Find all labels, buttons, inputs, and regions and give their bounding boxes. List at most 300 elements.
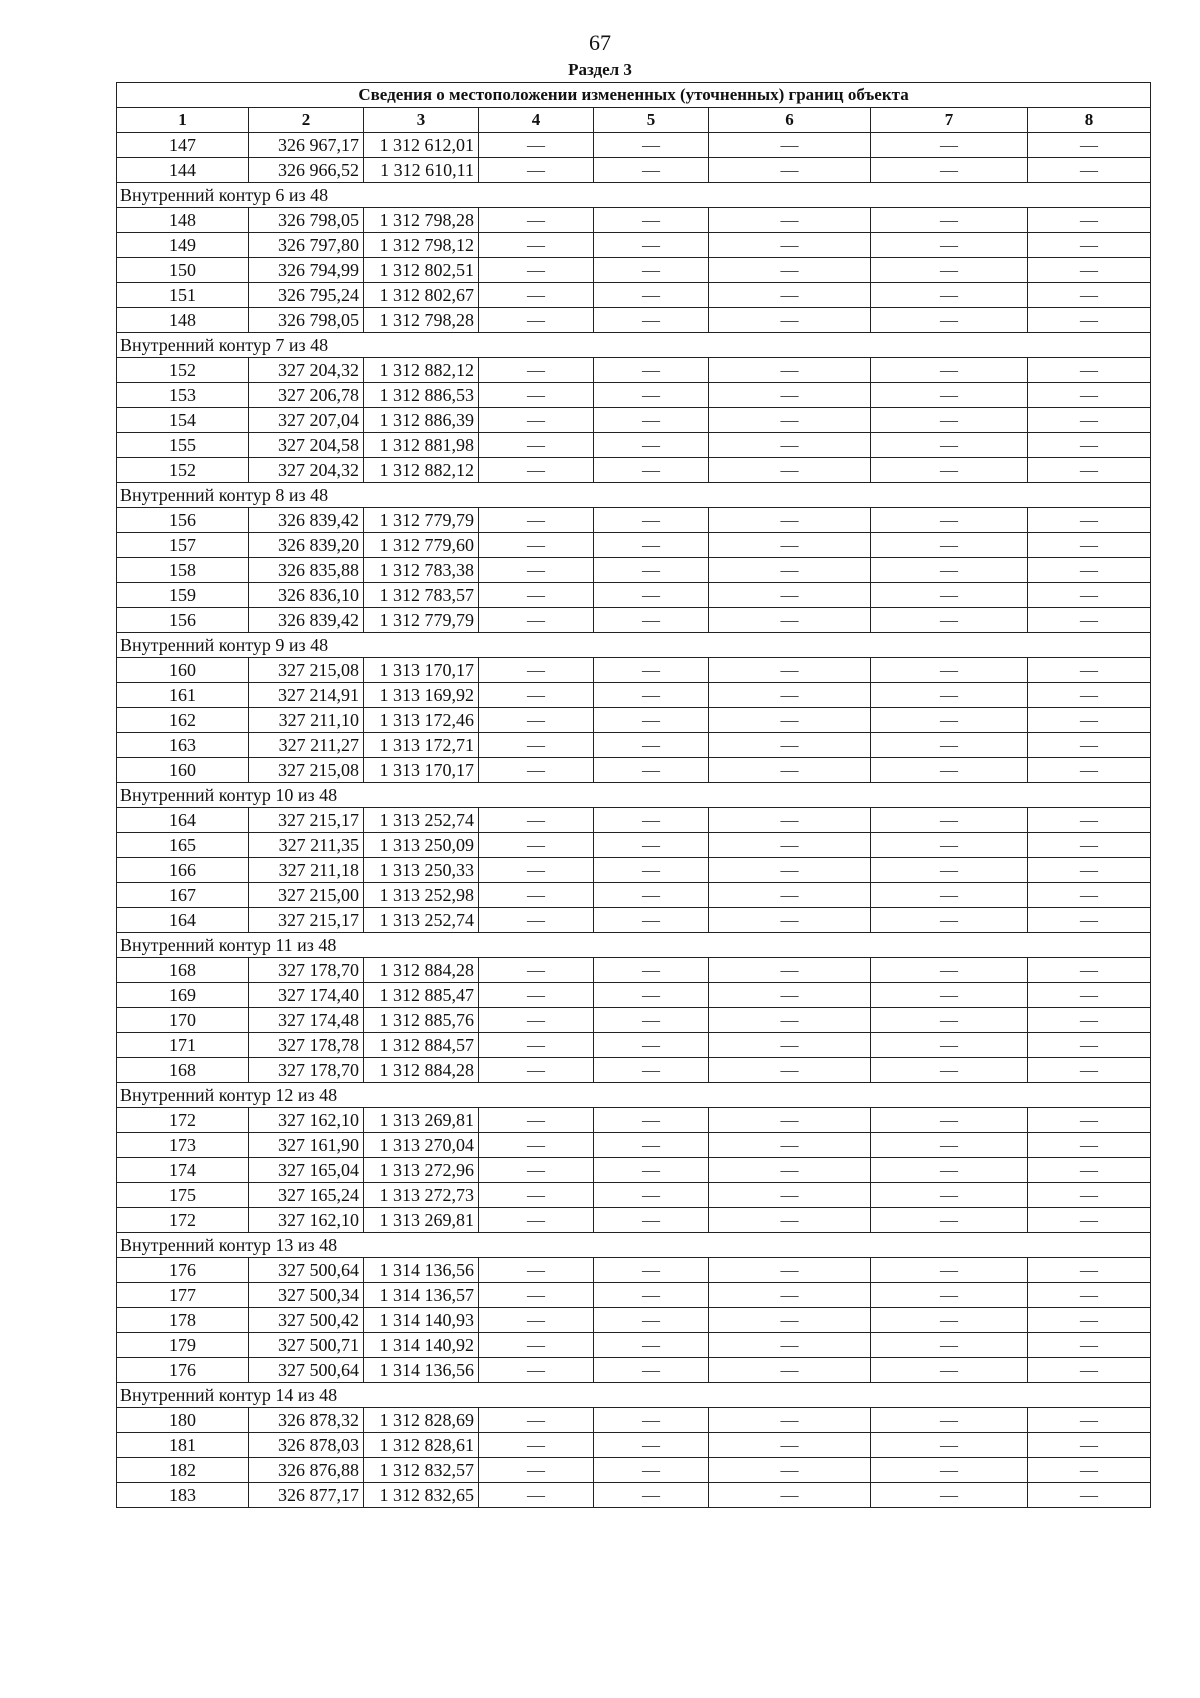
empty-value-cell-col8: —	[1028, 1033, 1151, 1058]
empty-value-cell-col4: —	[479, 1333, 594, 1358]
empty-value-cell-col4: —	[479, 533, 594, 558]
y-coordinate-cell: 1 313 272,73	[364, 1183, 479, 1208]
y-coordinate-cell: 1 312 882,12	[364, 358, 479, 383]
x-coordinate-cell: 326 839,42	[249, 608, 364, 633]
contour-label: Внутренний контур 14 из 48	[117, 1383, 1151, 1408]
x-coordinate-cell: 326 967,17	[249, 133, 364, 158]
y-coordinate-cell: 1 312 783,38	[364, 558, 479, 583]
y-coordinate-cell: 1 313 170,17	[364, 758, 479, 783]
table-row	[117, 958, 1151, 983]
table-row	[117, 1458, 1151, 1483]
empty-value-cell-col6: —	[709, 1433, 871, 1458]
empty-value-cell-col4: —	[479, 1133, 594, 1158]
empty-value-cell-col8: —	[1028, 358, 1151, 383]
empty-value-cell-col7: —	[871, 883, 1028, 908]
table-row	[117, 808, 1151, 833]
empty-value-cell-col5: —	[594, 883, 709, 908]
empty-value-cell-col5: —	[594, 1458, 709, 1483]
x-coordinate-cell: 327 161,90	[249, 1133, 364, 1158]
table-row	[117, 1333, 1151, 1358]
point-number-cell: 169	[117, 983, 249, 1008]
table-caption: Сведения о местоположении измененных (уточненных) границ объекта	[117, 83, 1151, 108]
contour-header-row	[117, 633, 1151, 658]
empty-value-cell-col8: —	[1028, 708, 1151, 733]
empty-value-cell-col7: —	[871, 858, 1028, 883]
empty-value-cell-col6: —	[709, 1358, 871, 1383]
y-coordinate-cell: 1 312 779,79	[364, 508, 479, 533]
table-row	[117, 383, 1151, 408]
empty-value-cell-col7: —	[871, 508, 1028, 533]
empty-value-cell-col8: —	[1028, 283, 1151, 308]
empty-value-cell-col7: —	[871, 1358, 1028, 1383]
point-number-cell: 162	[117, 708, 249, 733]
table-row	[117, 358, 1151, 383]
empty-value-cell-col8: —	[1028, 658, 1151, 683]
table-row	[117, 233, 1151, 258]
y-coordinate-cell: 1 312 884,57	[364, 1033, 479, 1058]
point-number-cell: 157	[117, 533, 249, 558]
x-coordinate-cell: 326 877,17	[249, 1483, 364, 1508]
empty-value-cell-col4: —	[479, 883, 594, 908]
x-coordinate-cell: 327 500,71	[249, 1333, 364, 1358]
empty-value-cell-col8: —	[1028, 133, 1151, 158]
table-row	[117, 1058, 1151, 1083]
table-row	[117, 1033, 1151, 1058]
empty-value-cell-col8: —	[1028, 1158, 1151, 1183]
point-number-cell: 160	[117, 658, 249, 683]
empty-value-cell-col5: —	[594, 1133, 709, 1158]
point-number-cell: 171	[117, 1033, 249, 1058]
empty-value-cell-col6: —	[709, 833, 871, 858]
empty-value-cell-col8: —	[1028, 233, 1151, 258]
point-number-cell: 172	[117, 1208, 249, 1233]
x-coordinate-cell: 327 174,40	[249, 983, 364, 1008]
empty-value-cell-col7: —	[871, 233, 1028, 258]
column-header-6: 6	[709, 108, 871, 133]
empty-value-cell-col8: —	[1028, 208, 1151, 233]
empty-value-cell-col5: —	[594, 1258, 709, 1283]
point-number-cell: 163	[117, 733, 249, 758]
y-coordinate-cell: 1 313 252,74	[364, 908, 479, 933]
empty-value-cell-col5: —	[594, 358, 709, 383]
empty-value-cell-col4: —	[479, 1258, 594, 1283]
empty-value-cell-col5: —	[594, 158, 709, 183]
y-coordinate-cell: 1 313 250,09	[364, 833, 479, 858]
empty-value-cell-col6: —	[709, 758, 871, 783]
empty-value-cell-col4: —	[479, 1058, 594, 1083]
contour-header-row	[117, 783, 1151, 808]
empty-value-cell-col5: —	[594, 408, 709, 433]
x-coordinate-cell: 327 204,32	[249, 358, 364, 383]
y-coordinate-cell: 1 313 172,46	[364, 708, 479, 733]
table-row	[117, 883, 1151, 908]
empty-value-cell-col8: —	[1028, 1483, 1151, 1508]
empty-value-cell-col7: —	[871, 683, 1028, 708]
empty-value-cell-col6: —	[709, 508, 871, 533]
table-row	[117, 1433, 1151, 1458]
table-row	[117, 208, 1151, 233]
empty-value-cell-col4: —	[479, 908, 594, 933]
empty-value-cell-col6: —	[709, 858, 871, 883]
y-coordinate-cell: 1 313 272,96	[364, 1158, 479, 1183]
empty-value-cell-col7: —	[871, 1483, 1028, 1508]
empty-value-cell-col6: —	[709, 608, 871, 633]
y-coordinate-cell: 1 312 881,98	[364, 433, 479, 458]
empty-value-cell-col8: —	[1028, 1308, 1151, 1333]
table-row	[117, 658, 1151, 683]
empty-value-cell-col4: —	[479, 733, 594, 758]
point-number-cell: 156	[117, 608, 249, 633]
y-coordinate-cell: 1 314 136,56	[364, 1358, 479, 1383]
table-row	[117, 908, 1151, 933]
empty-value-cell-col7: —	[871, 133, 1028, 158]
x-coordinate-cell: 326 878,32	[249, 1408, 364, 1433]
empty-value-cell-col7: —	[871, 433, 1028, 458]
empty-value-cell-col8: —	[1028, 758, 1151, 783]
empty-value-cell-col7: —	[871, 608, 1028, 633]
x-coordinate-cell: 326 966,52	[249, 158, 364, 183]
empty-value-cell-col8: —	[1028, 733, 1151, 758]
empty-value-cell-col4: —	[479, 1208, 594, 1233]
empty-value-cell-col7: —	[871, 533, 1028, 558]
empty-value-cell-col8: —	[1028, 1208, 1151, 1233]
empty-value-cell-col5: —	[594, 533, 709, 558]
x-coordinate-cell: 327 500,64	[249, 1258, 364, 1283]
y-coordinate-cell: 1 312 779,79	[364, 608, 479, 633]
empty-value-cell-col4: —	[479, 433, 594, 458]
empty-value-cell-col8: —	[1028, 1058, 1151, 1083]
y-coordinate-cell: 1 312 610,11	[364, 158, 479, 183]
empty-value-cell-col8: —	[1028, 458, 1151, 483]
empty-value-cell-col5: —	[594, 1108, 709, 1133]
table-row	[117, 283, 1151, 308]
y-coordinate-cell: 1 312 783,57	[364, 583, 479, 608]
empty-value-cell-col6: —	[709, 133, 871, 158]
empty-value-cell-col4: —	[479, 1358, 594, 1383]
empty-value-cell-col6: —	[709, 1483, 871, 1508]
point-number-cell: 174	[117, 1158, 249, 1183]
empty-value-cell-col7: —	[871, 1333, 1028, 1358]
empty-value-cell-col6: —	[709, 1158, 871, 1183]
boundary-coordinates-table	[116, 82, 1151, 1508]
empty-value-cell-col6: —	[709, 458, 871, 483]
point-number-cell: 176	[117, 1358, 249, 1383]
empty-value-cell-col4: —	[479, 1308, 594, 1333]
table-row	[117, 1008, 1151, 1033]
empty-value-cell-col8: —	[1028, 1258, 1151, 1283]
x-coordinate-cell: 327 178,70	[249, 958, 364, 983]
empty-value-cell-col8: —	[1028, 1183, 1151, 1208]
empty-value-cell-col8: —	[1028, 1458, 1151, 1483]
empty-value-cell-col7: —	[871, 1133, 1028, 1158]
y-coordinate-cell: 1 312 802,67	[364, 283, 479, 308]
empty-value-cell-col7: —	[871, 283, 1028, 308]
empty-value-cell-col4: —	[479, 458, 594, 483]
empty-value-cell-col6: —	[709, 808, 871, 833]
empty-value-cell-col5: —	[594, 1058, 709, 1083]
empty-value-cell-col8: —	[1028, 1133, 1151, 1158]
table-row	[117, 433, 1151, 458]
column-header-7: 7	[871, 108, 1028, 133]
point-number-cell: 179	[117, 1333, 249, 1358]
point-number-cell: 147	[117, 133, 249, 158]
table-row	[117, 733, 1151, 758]
point-number-cell: 167	[117, 883, 249, 908]
x-coordinate-cell: 327 165,24	[249, 1183, 364, 1208]
empty-value-cell-col7: —	[871, 583, 1028, 608]
table-row	[117, 1208, 1151, 1233]
empty-value-cell-col5: —	[594, 1208, 709, 1233]
empty-value-cell-col7: —	[871, 733, 1028, 758]
table-row	[117, 1358, 1151, 1383]
empty-value-cell-col6: —	[709, 1183, 871, 1208]
empty-value-cell-col8: —	[1028, 1333, 1151, 1358]
empty-value-cell-col5: —	[594, 708, 709, 733]
empty-value-cell-col6: —	[709, 1333, 871, 1358]
table-row	[117, 1133, 1151, 1158]
empty-value-cell-col5: —	[594, 233, 709, 258]
contour-label: Внутренний контур 6 из 48	[117, 183, 1151, 208]
empty-value-cell-col4: —	[479, 283, 594, 308]
x-coordinate-cell: 327 174,48	[249, 1008, 364, 1033]
x-coordinate-cell: 326 835,88	[249, 558, 364, 583]
y-coordinate-cell: 1 312 884,28	[364, 1058, 479, 1083]
empty-value-cell-col4: —	[479, 1433, 594, 1458]
point-number-cell: 170	[117, 1008, 249, 1033]
empty-value-cell-col8: —	[1028, 833, 1151, 858]
empty-value-cell-col8: —	[1028, 408, 1151, 433]
y-coordinate-cell: 1 312 828,69	[364, 1408, 479, 1433]
empty-value-cell-col6: —	[709, 433, 871, 458]
x-coordinate-cell: 326 839,20	[249, 533, 364, 558]
empty-value-cell-col5: —	[594, 1358, 709, 1383]
column-header-5: 5	[594, 108, 709, 133]
empty-value-cell-col4: —	[479, 1283, 594, 1308]
table-row	[117, 508, 1151, 533]
empty-value-cell-col8: —	[1028, 583, 1151, 608]
empty-value-cell-col8: —	[1028, 1358, 1151, 1383]
empty-value-cell-col7: —	[871, 1208, 1028, 1233]
empty-value-cell-col5: —	[594, 383, 709, 408]
empty-value-cell-col5: —	[594, 1033, 709, 1058]
x-coordinate-cell: 327 500,34	[249, 1283, 364, 1308]
empty-value-cell-col6: —	[709, 908, 871, 933]
x-coordinate-cell: 327 500,42	[249, 1308, 364, 1333]
empty-value-cell-col6: —	[709, 583, 871, 608]
empty-value-cell-col4: —	[479, 508, 594, 533]
empty-value-cell-col8: —	[1028, 158, 1151, 183]
empty-value-cell-col6: —	[709, 733, 871, 758]
empty-value-cell-col6: —	[709, 708, 871, 733]
point-number-cell: 152	[117, 358, 249, 383]
empty-value-cell-col8: —	[1028, 883, 1151, 908]
empty-value-cell-col4: —	[479, 1408, 594, 1433]
x-coordinate-cell: 326 836,10	[249, 583, 364, 608]
empty-value-cell-col7: —	[871, 208, 1028, 233]
point-number-cell: 168	[117, 1058, 249, 1083]
table-row	[117, 1308, 1151, 1333]
contour-header-row	[117, 1383, 1151, 1408]
empty-value-cell-col7: —	[871, 308, 1028, 333]
point-number-cell: 180	[117, 1408, 249, 1433]
point-number-cell: 166	[117, 858, 249, 883]
point-number-cell: 158	[117, 558, 249, 583]
empty-value-cell-col5: —	[594, 908, 709, 933]
point-number-cell: 148	[117, 308, 249, 333]
y-coordinate-cell: 1 312 882,12	[364, 458, 479, 483]
empty-value-cell-col6: —	[709, 683, 871, 708]
empty-value-cell-col4: —	[479, 608, 594, 633]
empty-value-cell-col4: —	[479, 1008, 594, 1033]
empty-value-cell-col7: —	[871, 1433, 1028, 1458]
empty-value-cell-col5: —	[594, 958, 709, 983]
empty-value-cell-col7: —	[871, 1158, 1028, 1183]
empty-value-cell-col5: —	[594, 858, 709, 883]
empty-value-cell-col7: —	[871, 908, 1028, 933]
empty-value-cell-col5: —	[594, 458, 709, 483]
x-coordinate-cell: 327 207,04	[249, 408, 364, 433]
x-coordinate-cell: 327 215,17	[249, 908, 364, 933]
x-coordinate-cell: 326 876,88	[249, 1458, 364, 1483]
empty-value-cell-col8: —	[1028, 1283, 1151, 1308]
empty-value-cell-col7: —	[871, 158, 1028, 183]
empty-value-cell-col5: —	[594, 1333, 709, 1358]
table-row	[117, 533, 1151, 558]
point-number-cell: 176	[117, 1258, 249, 1283]
x-coordinate-cell: 327 204,58	[249, 433, 364, 458]
x-coordinate-cell: 326 795,24	[249, 283, 364, 308]
point-number-cell: 150	[117, 258, 249, 283]
empty-value-cell-col5: —	[594, 1433, 709, 1458]
empty-value-cell-col6: —	[709, 158, 871, 183]
empty-value-cell-col4: —	[479, 233, 594, 258]
empty-value-cell-col7: —	[871, 758, 1028, 783]
empty-value-cell-col4: —	[479, 133, 594, 158]
empty-value-cell-col7: —	[871, 708, 1028, 733]
empty-value-cell-col6: —	[709, 1108, 871, 1133]
empty-value-cell-col6: —	[709, 958, 871, 983]
empty-value-cell-col5: —	[594, 1483, 709, 1508]
contour-header-row	[117, 483, 1151, 508]
empty-value-cell-col7: —	[871, 558, 1028, 583]
x-coordinate-cell: 326 794,99	[249, 258, 364, 283]
empty-value-cell-col4: —	[479, 558, 594, 583]
empty-value-cell-col8: —	[1028, 1433, 1151, 1458]
y-coordinate-cell: 1 312 779,60	[364, 533, 479, 558]
empty-value-cell-col4: —	[479, 1033, 594, 1058]
column-header-2: 2	[249, 108, 364, 133]
table-body	[117, 133, 1151, 1508]
empty-value-cell-col7: —	[871, 808, 1028, 833]
empty-value-cell-col7: —	[871, 1283, 1028, 1308]
x-coordinate-cell: 327 215,08	[249, 758, 364, 783]
y-coordinate-cell: 1 312 612,01	[364, 133, 479, 158]
point-number-cell: 177	[117, 1283, 249, 1308]
empty-value-cell-col5: —	[594, 983, 709, 1008]
table-row	[117, 1283, 1151, 1308]
empty-value-cell-col7: —	[871, 408, 1028, 433]
y-coordinate-cell: 1 313 252,98	[364, 883, 479, 908]
table-row	[117, 708, 1151, 733]
x-coordinate-cell: 326 798,05	[249, 308, 364, 333]
empty-value-cell-col5: —	[594, 833, 709, 858]
x-coordinate-cell: 326 839,42	[249, 508, 364, 533]
empty-value-cell-col6: —	[709, 1133, 871, 1158]
empty-value-cell-col5: —	[594, 608, 709, 633]
empty-value-cell-col4: —	[479, 1108, 594, 1133]
table-row	[117, 158, 1151, 183]
y-coordinate-cell: 1 312 798,28	[364, 308, 479, 333]
empty-value-cell-col7: —	[871, 1258, 1028, 1283]
empty-value-cell-col6: —	[709, 258, 871, 283]
table-row	[117, 1183, 1151, 1208]
y-coordinate-cell: 1 312 798,28	[364, 208, 479, 233]
contour-label: Внутренний контур 10 из 48	[117, 783, 1151, 808]
point-number-cell: 178	[117, 1308, 249, 1333]
contour-header-row	[117, 1233, 1151, 1258]
empty-value-cell-col5: —	[594, 733, 709, 758]
contour-header-row	[117, 333, 1151, 358]
empty-value-cell-col7: —	[871, 1033, 1028, 1058]
point-number-cell: 173	[117, 1133, 249, 1158]
empty-value-cell-col8: —	[1028, 433, 1151, 458]
empty-value-cell-col6: —	[709, 983, 871, 1008]
empty-value-cell-col5: —	[594, 1283, 709, 1308]
x-coordinate-cell: 326 798,05	[249, 208, 364, 233]
empty-value-cell-col5: —	[594, 258, 709, 283]
empty-value-cell-col6: —	[709, 1283, 871, 1308]
x-coordinate-cell: 326 797,80	[249, 233, 364, 258]
empty-value-cell-col6: —	[709, 408, 871, 433]
table-row	[117, 458, 1151, 483]
empty-value-cell-col6: —	[709, 533, 871, 558]
table-row	[117, 258, 1151, 283]
empty-value-cell-col6: —	[709, 383, 871, 408]
y-coordinate-cell: 1 312 832,65	[364, 1483, 479, 1508]
empty-value-cell-col6: —	[709, 1458, 871, 1483]
empty-value-cell-col7: —	[871, 258, 1028, 283]
table-row	[117, 758, 1151, 783]
empty-value-cell-col4: —	[479, 833, 594, 858]
empty-value-cell-col4: —	[479, 408, 594, 433]
empty-value-cell-col4: —	[479, 983, 594, 1008]
empty-value-cell-col7: —	[871, 1458, 1028, 1483]
contour-header-row	[117, 933, 1151, 958]
empty-value-cell-col8: —	[1028, 908, 1151, 933]
empty-value-cell-col6: —	[709, 658, 871, 683]
empty-value-cell-col5: —	[594, 658, 709, 683]
contour-label: Внутренний контур 12 из 48	[117, 1083, 1151, 1108]
empty-value-cell-col5: —	[594, 1183, 709, 1208]
empty-value-cell-col4: —	[479, 858, 594, 883]
empty-value-cell-col8: —	[1028, 533, 1151, 558]
empty-value-cell-col6: —	[709, 1408, 871, 1433]
x-coordinate-cell: 327 211,35	[249, 833, 364, 858]
empty-value-cell-col7: —	[871, 1408, 1028, 1433]
y-coordinate-cell: 1 313 252,74	[364, 808, 479, 833]
empty-value-cell-col6: —	[709, 1308, 871, 1333]
table-row	[117, 558, 1151, 583]
empty-value-cell-col5: —	[594, 208, 709, 233]
point-number-cell: 165	[117, 833, 249, 858]
y-coordinate-cell: 1 314 140,92	[364, 1333, 479, 1358]
x-coordinate-cell: 327 162,10	[249, 1108, 364, 1133]
empty-value-cell-col8: —	[1028, 1108, 1151, 1133]
contour-label: Внутренний контур 8 из 48	[117, 483, 1151, 508]
column-header-3: 3	[364, 108, 479, 133]
table-row	[117, 408, 1151, 433]
y-coordinate-cell: 1 312 886,39	[364, 408, 479, 433]
